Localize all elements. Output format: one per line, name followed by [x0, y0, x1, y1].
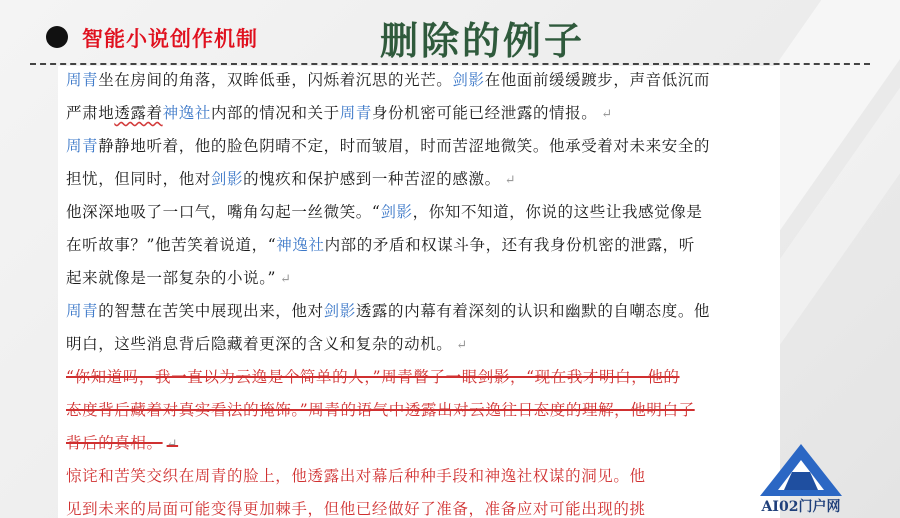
paragraph-mark-icon: ↵	[456, 338, 468, 353]
character-name: 剑影	[210, 170, 244, 188]
text-run: 背后的真相。	[66, 434, 163, 452]
text-line	[66, 229, 776, 262]
text-run: 内部的情况和关于	[210, 104, 340, 122]
character-name: 剑影	[380, 203, 413, 221]
text-line: 惊诧和苦笑交织在周青的脸上，他透露出对幕后种种手段和神逸社权谋的洞见。他	[66, 467, 646, 485]
character-name: 神逸社	[162, 104, 211, 122]
deleted-text-line: “你知道吗，我一直以为云逸是个简单的人，”周青瞥了一眼剑影，“现在我才明白，他的	[66, 368, 680, 386]
character-name: 剑影	[323, 302, 356, 320]
text-run: 的智慧在苦笑中展现出来，他对	[98, 302, 324, 320]
watermark-logo	[752, 442, 850, 518]
paragraph	[66, 66, 776, 130]
text-run: 明白，这些消息背后隐藏着更深的含义和复杂的动机。	[66, 335, 453, 353]
text-run: 坐在房间的角落，双眸低垂，闪烁着沉思的光芒。	[98, 71, 453, 89]
paragraph-mark-icon: ↵	[504, 173, 517, 188]
text-run: 他深深地吸了一口气，嘴角勾起一丝微笑。“	[66, 203, 381, 221]
dashed-divider	[30, 63, 870, 65]
character-name: 周青	[66, 137, 99, 155]
text-run: 静静地听着，他的脸色阴晴不定，时而皱眉，时而苦涩地微笑。他承受着对未来安全的	[98, 137, 711, 155]
text-run: 在听故事？”他苦笑着说道，“	[66, 236, 277, 254]
bullet-dot-icon	[46, 26, 68, 48]
slide-title: 删除的例子	[380, 19, 586, 63]
deleted-text-line	[66, 427, 776, 460]
text-line	[66, 262, 776, 295]
paragraph-mark-icon: ↵	[166, 437, 179, 452]
text-run: 身份机密可能已经泄露的情报。	[371, 104, 598, 122]
text-line	[66, 163, 776, 196]
character-name: 周青	[339, 104, 372, 122]
section-label: 智能小说创作机制	[82, 27, 258, 51]
text-run: ，你知不知道，你说的这些让我感觉像是	[412, 203, 703, 221]
deleted-text-line: 态度背后藏着对真实看法的掩饰。”周青的语气中透露出对云逸往日态度的理解，他明白了	[66, 401, 695, 419]
paragraph	[66, 196, 776, 295]
text-line	[66, 328, 776, 361]
character-name: 剑影	[452, 71, 485, 89]
character-name: 周青	[66, 71, 99, 89]
triangle-a-logo-icon	[752, 442, 850, 498]
paragraph	[66, 295, 776, 361]
text-run: 起来就像是一部复杂的小说。”	[66, 269, 277, 287]
text-line: 见到未来的局面可能变得更加棘手，但他已经做好了准备，准备应对可能出现的挑	[66, 500, 646, 518]
text-run: 的愧疚和保护感到一种苦涩的感激。	[243, 170, 501, 188]
watermark-text: AI02门户网	[761, 499, 841, 515]
text-run: 内部的矛盾和权谋斗争，还有我身份机密的泄露，听	[324, 236, 695, 254]
text-run: 透露的内幕有着深刻的认识和幽默的自嘲态度。他	[355, 302, 711, 320]
text-line	[66, 66, 776, 97]
text-line	[66, 130, 776, 163]
text-line	[66, 196, 776, 229]
paragraph-mark-icon: ↵	[601, 107, 613, 122]
text-line	[66, 97, 776, 130]
text-run-spellcheck: 透露着	[114, 104, 163, 122]
text-run: 严肃地	[66, 104, 115, 122]
document-page	[58, 66, 780, 518]
deleted-paragraph	[66, 361, 776, 460]
text-run: 在他面前缓缓踱步，声音低沉而	[484, 71, 711, 89]
tracked-paragraph	[66, 460, 776, 518]
paragraph	[66, 130, 776, 196]
slide-header	[0, 0, 900, 62]
text-line	[66, 295, 776, 328]
character-name: 神逸社	[276, 236, 325, 254]
text-run: 担忧，但同时，他对	[66, 170, 211, 188]
character-name: 周青	[66, 302, 99, 320]
paragraph-mark-icon: ↵	[280, 272, 292, 287]
